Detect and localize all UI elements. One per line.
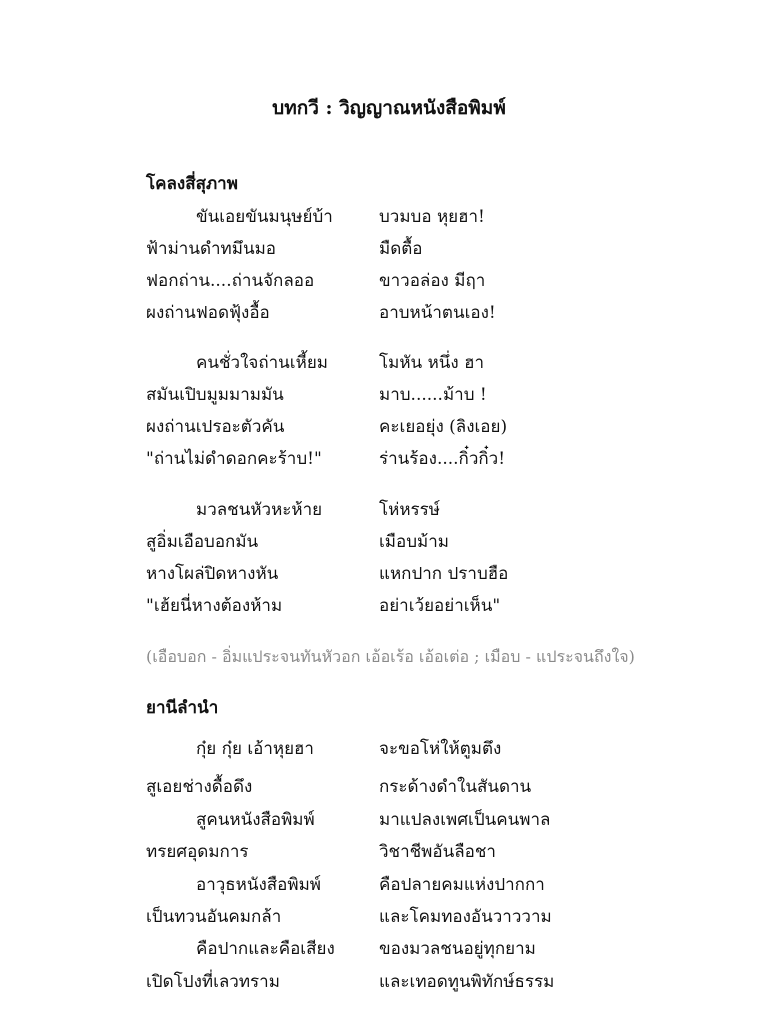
line-second-half: และโคมทองอันวาววาม — [379, 907, 552, 927]
poem-line — [146, 838, 746, 862]
poem-line — [146, 773, 746, 797]
line-second-half: ขาวอล่อง มีฤา — [379, 271, 486, 291]
poem-line — [146, 381, 746, 405]
line-second-half: โมหัน หนึ่ง ฮา — [379, 353, 485, 373]
line-second-half: กระด้างดำในสันดาน — [379, 777, 532, 797]
line-second-half: ร่านร้อง....กิ๋วกิ๋ว! — [379, 449, 506, 469]
poem-line — [146, 935, 746, 959]
line-first-half: หางโผล่ปิดหางหัน — [146, 564, 279, 584]
poem-line — [146, 968, 746, 992]
line-second-half: อาบหน้าตนเอง! — [379, 303, 496, 323]
line-first-half: ทรยศอุดมการ — [146, 842, 249, 862]
poem-line — [146, 806, 746, 830]
line-second-half: อย่าเว้ยอย่าเห็น" — [379, 596, 501, 616]
line-first-half: คนชั่วใจถ่านเหี้ยม — [196, 353, 328, 373]
line-second-half: จะขอโห่ให้ตูมตึง — [379, 739, 502, 759]
line-first-half: "ถ่านไม่ดำดอกคะร้าบ!" — [146, 449, 322, 469]
line-second-half: คือปลายคมแห่งปากกา — [379, 875, 545, 895]
line-first-half: ผงถ่านเปรอะตัวคัน — [146, 417, 285, 437]
line-first-half: อาวุธหนังสือพิมพ์ — [196, 875, 322, 895]
line-first-half: ฟอกถ่าน....ถ่านจักลออ — [146, 271, 315, 291]
line-first-half: คือปากและคือเสียง — [196, 939, 335, 959]
poem-line — [146, 413, 746, 437]
poem-title: บทกวี : วิญญาณหนังสือพิมพ์ — [272, 97, 506, 119]
poem-line — [146, 267, 746, 291]
line-first-half: ฟ้าม่านดำทมึนมอ — [146, 239, 276, 259]
poem-line — [146, 903, 746, 927]
line-second-half: วิชาชีพอันลือชา — [379, 842, 496, 862]
poem-line — [146, 592, 746, 616]
poem-line — [146, 560, 746, 584]
line-second-half: คะเยอยุ่ง (ลิงเอย) — [379, 417, 508, 437]
line-first-half: มวลชนหัวหะห้าย — [196, 500, 323, 520]
line-first-half: สูคนหนังสือพิมพ์ — [196, 810, 315, 830]
poem-line — [146, 735, 746, 759]
line-first-half: "เฮ้ยนี่หางต้องห้าม — [146, 596, 283, 616]
line-second-half: ของมวลชนอยู่ทุกยาม — [379, 939, 536, 959]
line-second-half: มาแปลงเพศเป็นคนพาล — [379, 810, 551, 830]
line-second-half: เมือบม้าม — [379, 532, 449, 552]
section-heading-yani: ยานีลำนำ — [146, 698, 219, 718]
line-first-half: ผงถ่านฟอดฟุ้งอื้อ — [146, 303, 270, 323]
section-heading-klong: โคลงสี่สุภาพ — [146, 174, 238, 194]
poem-line — [146, 871, 746, 895]
line-first-half: เปิดโปงที่เลวทราม — [146, 972, 280, 992]
line-second-half: มืดตื้อ — [379, 239, 423, 259]
poem-line — [146, 349, 746, 373]
line-first-half: สูเอยช่างดื้อดึง — [146, 777, 253, 797]
poem-line — [146, 299, 746, 323]
poem-line — [146, 528, 746, 552]
poem-line — [146, 235, 746, 259]
line-second-half: มาบ......ม้าบ ! — [379, 385, 487, 405]
poem-line — [146, 496, 746, 520]
line-second-half: โห่หรรษ์ — [379, 500, 441, 520]
poem-line — [146, 445, 746, 469]
line-first-half: เป็นทวนอันคมกล้า — [146, 907, 282, 927]
line-second-half: และเทอดทูนพิทักษ์ธรรม — [379, 972, 555, 992]
glossary-note: (เอือบอก - อิ่มแประจนทันหัวอก เอ้อเร้อ เอ้อเต่อ ; เมือบ - แประจนถึงใจ) — [146, 647, 635, 666]
poem-line — [146, 203, 746, 227]
line-first-half: สมันเปิบมูมมามมัน — [146, 385, 284, 405]
line-second-half: แหกปาก ปราบฮือ — [379, 564, 509, 584]
line-first-half: สูอิ่มเอือบอกมัน — [146, 532, 259, 552]
line-first-half: กุ๋ย กุ๋ย เอ้าหุยฮา — [196, 739, 314, 759]
line-first-half: ขันเอยขันมนุษย์บ้า — [196, 207, 333, 227]
line-second-half: บวมบอ หุยฮา! — [379, 207, 485, 227]
